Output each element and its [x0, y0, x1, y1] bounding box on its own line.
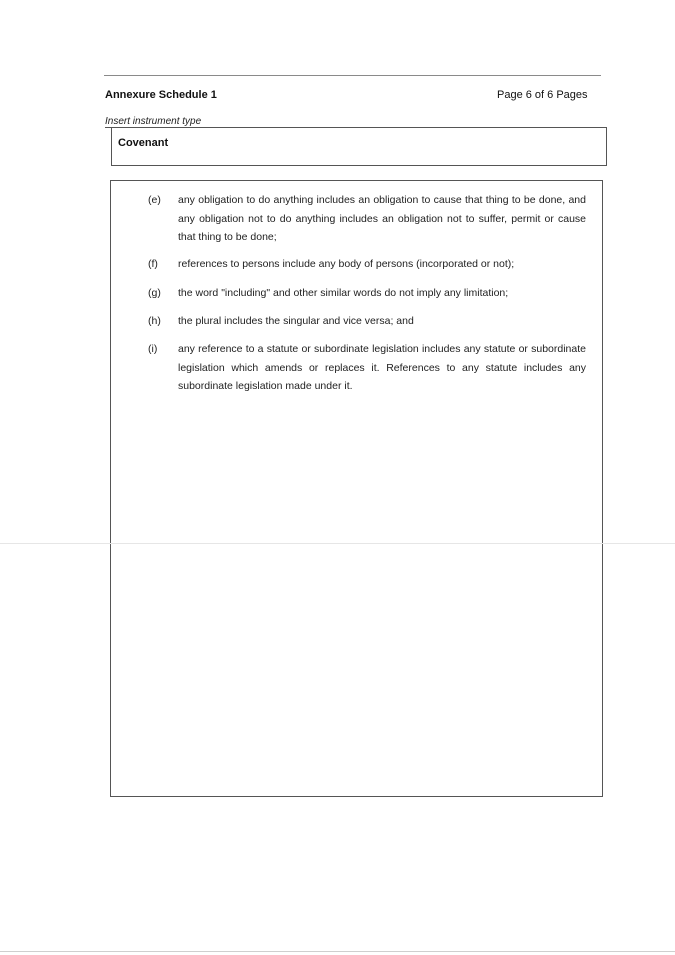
page-number: Page 6 of 6 Pages	[497, 89, 588, 101]
annexure-title: Annexure Schedule 1	[105, 89, 217, 101]
scan-fold-line	[0, 543, 675, 544]
clause-label: (f)	[148, 258, 158, 270]
instrument-type-value: Covenant	[118, 137, 169, 149]
instrument-type-box	[111, 127, 607, 166]
bottom-divider	[0, 951, 675, 952]
top-divider	[104, 75, 601, 76]
clause-label: (e)	[148, 194, 161, 206]
clause-text: the plural includes the singular and vice versa; and	[178, 315, 414, 327]
instrument-type-label: Insert instrument type	[105, 116, 202, 127]
clause-label: (i)	[148, 343, 158, 355]
clause-text: the word "including" and other similar words do not imply any limitation;	[178, 287, 509, 299]
clause-label: (h)	[148, 315, 161, 327]
clause-label: (g)	[148, 287, 161, 299]
clause-text: any reference to a statute or subordinate legislation includes any statute or subordinate legislation which amends or replaces it. References to any statute includes any subordinate legislation made under it.	[178, 343, 586, 392]
clause-text: any obligation to do anything includes an obligation to cause that thing to be done, and any obligation not to do anything includes an obligation not to suffer, permit or cause that thing to be done;	[178, 194, 586, 243]
clause-text: references to persons include any body of persons (incorporated or not);	[178, 258, 515, 270]
